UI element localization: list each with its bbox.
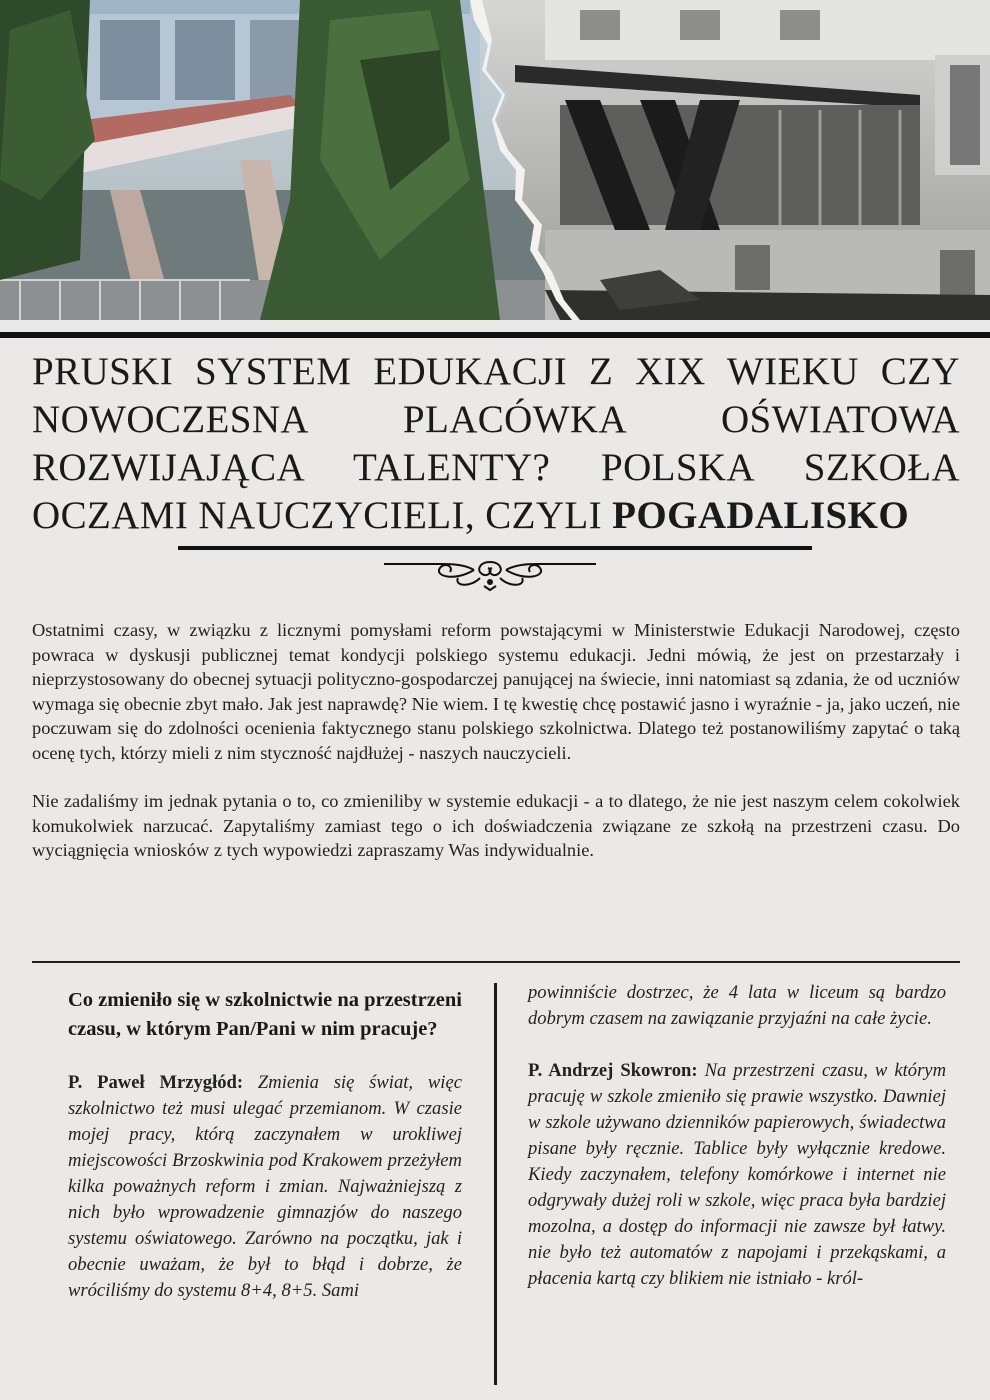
speaker-name: P. Andrzej Skowron: bbox=[528, 1060, 698, 1081]
historic-school-building-photo bbox=[470, 0, 990, 320]
article-intro bbox=[32, 618, 960, 887]
top-rule bbox=[0, 332, 990, 338]
modern-school-building-photo bbox=[0, 0, 560, 320]
flourish-ornament-icon bbox=[384, 556, 596, 592]
title-underline bbox=[178, 546, 812, 550]
interview-question: Co zmieniło się w szkolnictwie na przestrzeni czasu, w którym Pan/Pani w nim pracuje? bbox=[68, 989, 462, 1040]
section-divider bbox=[32, 961, 960, 963]
header-photo-collage bbox=[0, 0, 990, 320]
speaker-name: P. Paweł Mrzygłód: bbox=[68, 1072, 244, 1093]
intro-paragraph: Nie zadaliśmy im jednak pytania o to, co zmieniliby w systemie edukacji - a to dlatego, że nie jest naszym celem cokolwiek komukolwiek narzucać. Zapytaliśmy zamiast tego o ich doświadczenia związane ze szkołą na przestrzeni czasu. Do wyciągnięcia wniosków z tych wypowiedzi zapraszamy Was indywidualnie. bbox=[32, 791, 960, 860]
answer-text: Zmienia się świat, więc szkolnictwo też musi ulegać przemianom. W czasie mojej pracy, którą zaczynałem w urokliwej miejscowości Brzoskwinia pod Krakowem przeżyłem kilka poważnych reform i zmian. Najważniejszą z nich było wprowadzenie gimnazjów do naszego systemu oświatowego. Zarówno na początku, jak i obecnie uważam, że był to błąd i dobrze, że wróciliśmy do systemu 8+4, 8+5. Sami bbox=[68, 1072, 462, 1301]
answer-pawel-mrzyglod bbox=[68, 1070, 462, 1304]
answer-text: Na przestrzeni czasu, w którym pracuję w szkole zmieniło się prawie wszystko. Dawniej w szkole używano dzienników papierowych, świadectwa pisane były ręcznie. Tablice były wyłącznie kredowe. Kiedy zaczynałem, telefony komórkowe i internet nie odgrywały dużej roli w szkole, więc praca była bardziej mozolna, a dostęp do informacji nie zawsze był łatwy. nie było też automatów z napojami i przekąskami, a płacenia kartą czy blikiem nie istniało - król- bbox=[528, 1060, 946, 1289]
interview-column-right bbox=[528, 980, 946, 1318]
article-title-main: PRUSKI SYSTEM EDUKACJI Z XIX WIEKU CZY NOWOCZESNA PLACÓWKA OŚWIATOWA ROZWIJAJĄCA TALENTY? POLSKA SZKOŁA OCZAMI NAUCZYCIELI, CZYLI bbox=[32, 350, 960, 537]
answer-continued-text: powinniście dostrzec, że 4 lata w liceum są bardzo dobrym czasem na zawiązanie przyjaźni na całe życie. bbox=[528, 982, 946, 1029]
column-divider bbox=[494, 983, 497, 1385]
interview-column-left bbox=[68, 986, 462, 1330]
header-photo bbox=[0, 0, 990, 320]
article-title-strong: POGADALISKO bbox=[612, 494, 910, 537]
article-title bbox=[32, 348, 960, 540]
answer-andrzej-skowron bbox=[528, 1058, 946, 1292]
intro-paragraph: Ostatnimi czasy, w związku z licznymi pomysłami reform powstającymi w Ministerstwie Edukacji Narodowej, często powraca w dyskusji publicznej temat kondycji polskiego systemu edukacji. Jedni mówią, że jest on przestarzały i nieprzystosowany do obecnej sytuacji polityczno-gospodarczej panującej na świecie, inni natomiast są zdania, że od uczniów wymaga się obecnie zbyt mało. Jak jest naprawdę? Nie wiem. I tę kwestię chcę postawić jasno i wyraźnie - ja, jako uczeń, nie poczuwam się do zdolności ocenienia faktycznego stanu polskiego szkolnictwa. Dlatego też postanowiliśmy zapytać o taką ocenę tych, którzy mieli z nim styczność najdłużej - naszych nauczycieli. bbox=[32, 620, 960, 763]
